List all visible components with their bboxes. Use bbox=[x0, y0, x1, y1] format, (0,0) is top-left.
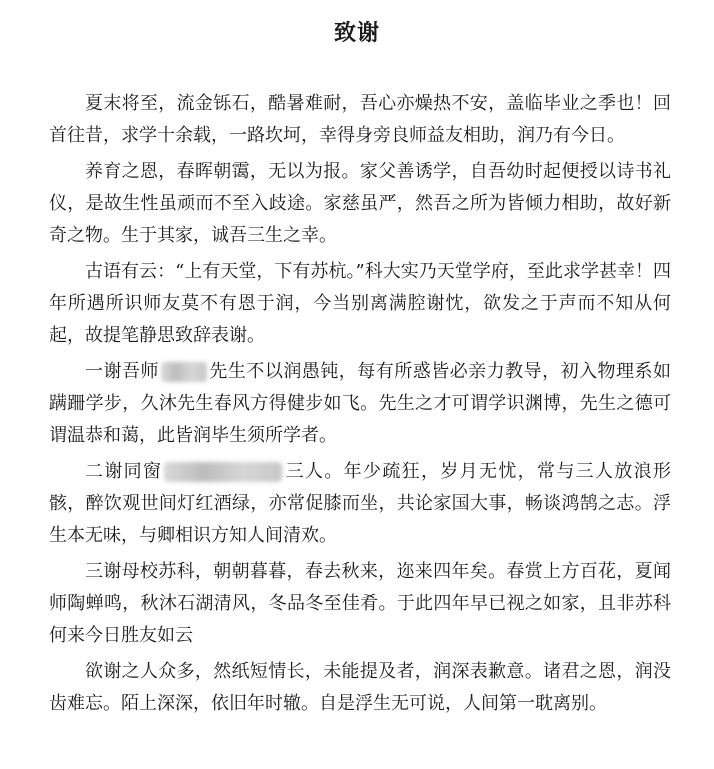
redacted-name-blur bbox=[161, 362, 207, 382]
redacted-names-blur bbox=[164, 462, 282, 482]
paragraph-thanks-teacher bbox=[49, 356, 671, 452]
thanks-teacher-text: 先生不以润愚钝，每有所惑皆必亲力教导，初入物理系如蹒跚学步，久沐先生春风方得健步如飞。先生之才可谓学识渊博，先生之德可谓温恭和蔼，此皆润毕生须所学者。 bbox=[49, 361, 672, 446]
paragraph-closing: 欲谢之人众多，然纸短情长，未能提及者，润深表歉意。诸君之恩，润没齿难忘。陌上深深，依旧年时辙。自是浮生无可说，人间第一耽离别。 bbox=[49, 661, 671, 714]
paragraph-thanks-school: 三谢母校苏科，朝朝暮暮，春去秋来，迩来四年矣。春赏上方百花，夏闻师陶蝉鸣，秋沐石湖清风，冬品冬至佳肴。于此四年早已视之如家，且非苏科何来今日胜友如云 bbox=[49, 561, 671, 646]
paragraph-intro: 夏末将至，流金铄石，酷暑难耐，吾心亦燥热不安，盖临毕业之季也！回首往昔，求学十余载，一路坎坷，幸得身旁良师益友相助，润乃有今日。 bbox=[49, 93, 671, 146]
thanks-classmates-lead: 二谢同窗 bbox=[85, 461, 163, 482]
thanks-teacher-lead: 一谢吾师 bbox=[85, 361, 159, 382]
thanks-classmates-text: 三人。年少疏狂，岁月无忧，常与三人放浪形骸，醉饮观世间灯红酒绿，亦常促膝而坐，共论家国大事，畅谈鸿鹄之志。浮生本无味，与卿相识方知人间清欢。 bbox=[49, 461, 672, 546]
paragraph-parents: 养育之恩，春晖朝霭，无以为报。家父善诱学，自吾幼时起便授以诗书礼仪，是故生性虽顽而不至入歧途。家慈虽严，然吾之所为皆倾力相助，故好新奇之物。生于其家，诚吾三生之幸。 bbox=[49, 161, 671, 246]
document-body bbox=[49, 88, 671, 724]
paragraph-thanks-classmates bbox=[49, 456, 671, 552]
document-title: 致谢 bbox=[333, 21, 380, 46]
paragraph-suzhou: 古语有云：“上有天堂，下有苏杭。”科大实乃天堂学府，至此求学甚幸！四年所遇所识师友莫不有恩于润，今当别离满腔谢忱，欲发之于声而不知从何起，故提笔静思致辞表谢。 bbox=[49, 261, 671, 346]
